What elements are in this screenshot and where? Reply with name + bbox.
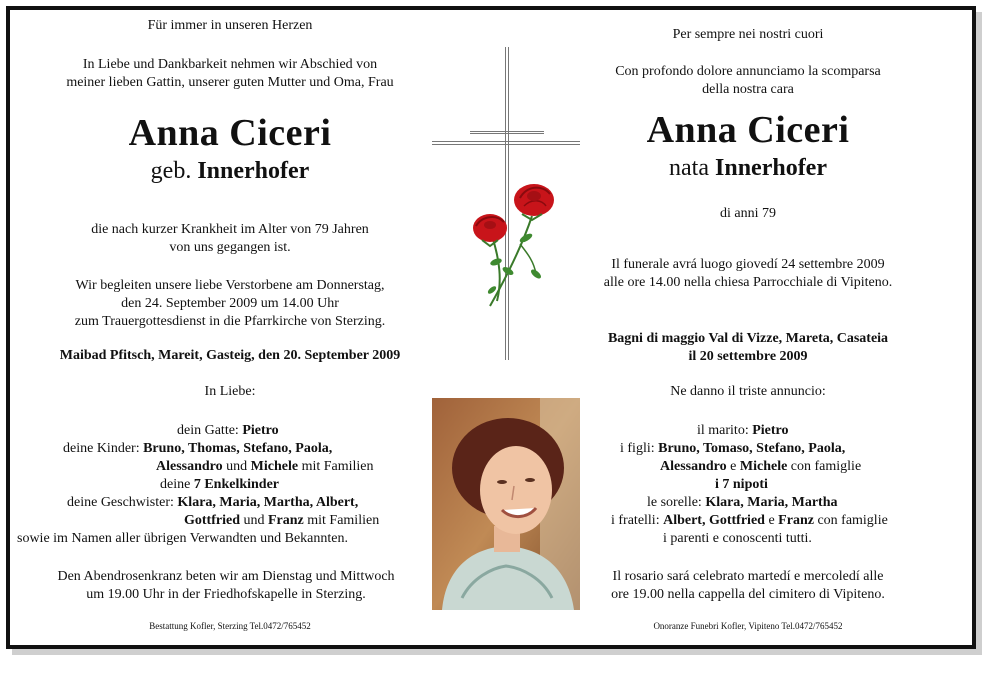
german-deceased-name: Anna Ciceri — [128, 112, 332, 154]
german-undertaker: Bestattung Kofler, Sterzing Tel.0472/765452 — [149, 621, 311, 631]
italian-children-line2: Alessandro e Michele con famiglie — [660, 459, 862, 474]
german-illness-line1: die nach kurzer Krankheit im Alter von 79 Jahren — [91, 222, 369, 237]
italian-intro-line1: Con profondo dolore annunciamo la scomparsa — [615, 64, 881, 79]
italian-funeral-line2: alle ore 14.00 nella chiesa Parrocchiale di Vipiteno. — [603, 275, 893, 290]
italian-grandchildren-line: i 7 nipoti — [715, 477, 768, 492]
italian-intro-line2: della nostra cara — [702, 82, 794, 97]
german-relatives-line: sowie im Namen aller übrigen Verwandten und Bekannten. — [17, 531, 348, 546]
italian-brothers-line: i fratelli: Albert, Gottfried e Franz con famiglie — [611, 513, 888, 528]
german-intro-line1: In Liebe und Dankbarkeit nehmen wir Abschied von — [82, 57, 378, 72]
italian-children-line1: i figli: Bruno, Tomaso, Stefano, Paola, — [620, 441, 846, 456]
italian-deceased-name: Anna Ciceri — [646, 109, 850, 151]
german-funeral-line1: Wir begleiten unsere liebe Verstorbene am Donnerstag, — [75, 278, 385, 293]
german-place-date: Maibad Pfitsch, Mareit, Gasteig, den 20. September 2009 — [59, 348, 401, 363]
italian-rosary-line2: ore 19.00 nella cappella del cimitero di Vipiteno. — [611, 587, 885, 602]
italian-relatives-line: i parenti e conoscenti tutti. — [663, 531, 812, 546]
italian-heading: Per sempre nei nostri cuori — [672, 27, 824, 42]
german-children-line1: deine Kinder: Bruno, Thomas, Stefano, Paola, — [63, 441, 333, 456]
italian-place-line1: Bagni di maggio Val di Vizze, Mareta, Casateia — [607, 331, 889, 346]
roses-icon — [462, 176, 562, 310]
italian-rosary-line1: Il rosario sará celebrato martedí e mercoledí alle — [612, 569, 884, 584]
italian-age: di anni 79 — [720, 206, 776, 221]
cross-short-beam — [470, 131, 544, 134]
german-children-line2: Alessandro und Michele mit Familien — [156, 459, 374, 474]
italian-undertaker: Onoranze Funebri Kofler, Vipiteno Tel.0472/765452 — [653, 621, 843, 631]
german-rosary-line1: Den Abendrosenkranz beten wir am Dienstag und Mittwoch — [57, 569, 395, 584]
german-in-love: In Liebe: — [204, 384, 256, 399]
maiden-surname: Innerhofer — [197, 158, 310, 184]
italian-funeral-line1: Il funerale avrá luogo giovedí 24 settembre 2009 — [611, 257, 885, 272]
german-intro-line2: meiner lieben Gattin, unserer guten Mutter und Oma, Frau — [66, 75, 394, 90]
italian-place-line2: il 20 settembre 2009 — [688, 349, 808, 364]
german-illness-line2: von uns gegangen ist. — [169, 240, 291, 255]
italian-sisters-line: le sorelle: Klara, Maria, Martha — [647, 495, 838, 510]
german-siblings-line2: Gottfried und Franz mit Familien — [184, 513, 380, 528]
german-rosary-line2: um 19.00 Uhr in der Friedhofskapelle in Sterzing. — [86, 587, 366, 602]
german-funeral-line3: zum Trauergottesdienst in die Pfarrkirche von Sterzing. — [74, 314, 386, 329]
german-heading: Für immer in unseren Herzen — [147, 18, 313, 33]
german-husband-line: dein Gatte: Pietro — [177, 423, 279, 438]
italian-husband-line: il marito: Pietro — [697, 423, 789, 438]
maiden-prefix: geb. — [150, 158, 192, 184]
german-grandchildren-line: deine 7 Enkelkinder — [160, 477, 280, 492]
german-maiden-name — [30, 158, 430, 185]
italian-announce: Ne danno il triste annuncio: — [670, 384, 826, 399]
italian-maiden-name: nata Innerhofer — [669, 155, 827, 181]
german-siblings-line1: deine Geschwister: Klara, Maria, Martha, Albert, — [67, 495, 359, 510]
german-funeral-line2: den 24. September 2009 um 14.00 Uhr — [121, 296, 339, 311]
